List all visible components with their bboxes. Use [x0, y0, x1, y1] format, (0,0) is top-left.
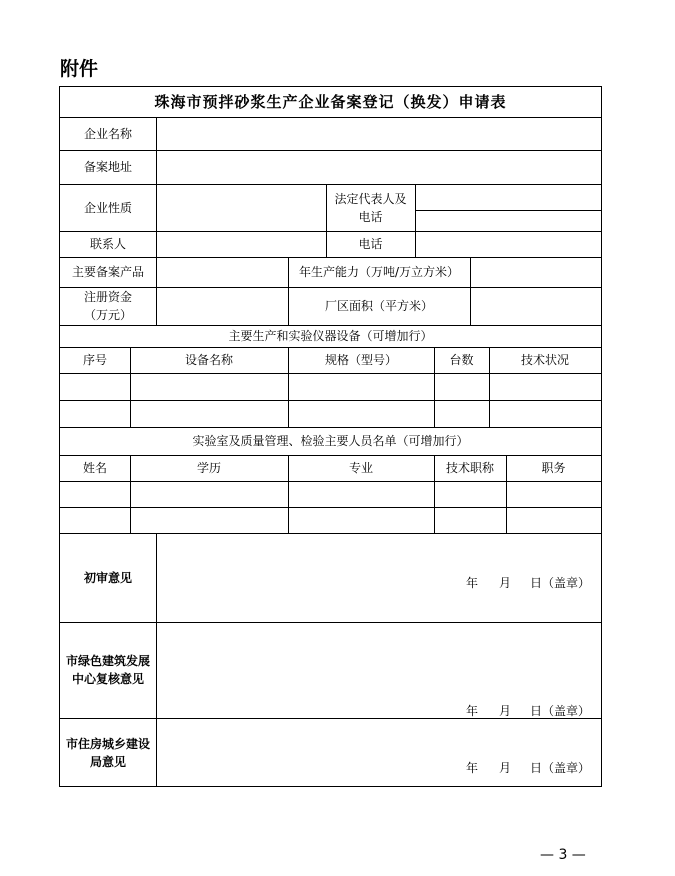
page-number: — 3 —: [540, 847, 586, 863]
green-building-label-line2: 中心复核意见: [71, 672, 144, 686]
personnel-header-name: 姓名: [82, 461, 107, 475]
equipment-section-title: 主要生产和实验仪器设备（可增加行）: [228, 329, 433, 343]
signature-day-seal: 日（盖章）: [530, 761, 591, 775]
annual-capacity-label: 年生产能力（万吨/万立方米）: [298, 265, 460, 279]
personnel-row[interactable]: [61, 482, 601, 507]
personnel-section-title: 实验室及质量管理、检验主要人员名单（可增加行）: [192, 434, 469, 448]
personnel-row[interactable]: [61, 508, 601, 533]
equipment-header-condition: 技术状况: [520, 353, 569, 367]
personnel-header-position: 职务: [541, 461, 566, 475]
signature-day-seal: 日（盖章）: [530, 704, 591, 718]
housing-bureau-review-label: [60, 718, 156, 787]
attachment-label: 附件: [60, 58, 99, 80]
company-nature-field[interactable]: [157, 185, 326, 231]
equipment-row[interactable]: [61, 401, 601, 427]
legal-representative-label: [326, 184, 415, 231]
registered-capital-field[interactable]: [157, 288, 288, 325]
filing-address-label: 备案地址: [83, 160, 132, 174]
signature-month: 月: [499, 761, 512, 775]
main-products-label: 主要备案产品: [71, 265, 144, 279]
housing-bureau-review-field[interactable]: [157, 719, 601, 787]
signature-month: 月: [499, 704, 512, 718]
company-name-label: 企业名称: [83, 126, 132, 141]
form-title: 珠海市预拌砂浆生产企业备案登记（换发）申请表: [154, 93, 507, 111]
legal-representative-label-line2: 电话: [358, 209, 383, 224]
legal-representative-phone-field[interactable]: [416, 211, 601, 231]
personnel-header-title: 技术职称: [445, 461, 494, 475]
equipment-header-no: 序号: [82, 353, 107, 367]
signature-day-seal: 日（盖章）: [530, 576, 591, 590]
main-products-field[interactable]: [157, 258, 288, 287]
personnel-header-major: 专业: [348, 461, 373, 475]
housing-bureau-label-line2: 局意见: [89, 754, 126, 769]
legal-representative-field[interactable]: [416, 185, 601, 210]
signature-year: 年: [466, 704, 479, 718]
annual-capacity-field[interactable]: [471, 258, 601, 287]
signature-year: 年: [466, 576, 479, 590]
phone-field[interactable]: [416, 232, 601, 257]
plant-area-field[interactable]: [471, 288, 601, 325]
application-form-table: [59, 86, 602, 787]
plant-area-label: 厂区面积（平方米）: [324, 299, 433, 313]
personnel-header-education: 学历: [196, 461, 221, 475]
green-building-center-review-label: [60, 622, 156, 718]
company-nature-label: 企业性质: [83, 200, 132, 215]
green-building-label-line1: 市绿色建筑发展: [65, 654, 150, 668]
equipment-row[interactable]: [61, 374, 601, 400]
initial-review-label: [60, 533, 156, 622]
registered-capital-label-line1: 注册资金: [83, 290, 132, 304]
signature-year: 年: [466, 761, 479, 775]
contact-person-field[interactable]: [157, 232, 326, 257]
phone-label: 电话: [358, 237, 383, 251]
housing-bureau-label-line1: 市住房城乡建设: [65, 736, 150, 751]
signature-month: 月: [499, 576, 512, 590]
registered-capital-label-line2: （万元）: [83, 308, 132, 322]
contact-person-label: 联系人: [89, 237, 126, 251]
initial-review-label-line1: 初审意见: [83, 570, 132, 585]
equipment-header-name: 设备名称: [184, 353, 233, 367]
equipment-header-count: 台数: [449, 353, 474, 367]
company-name-field[interactable]: [157, 118, 601, 150]
legal-representative-label-line1: 法定代表人及: [334, 191, 407, 206]
filing-address-field[interactable]: [157, 151, 601, 184]
registered-capital-label: [60, 287, 156, 325]
equipment-header-spec: 规格（型号）: [324, 353, 397, 367]
